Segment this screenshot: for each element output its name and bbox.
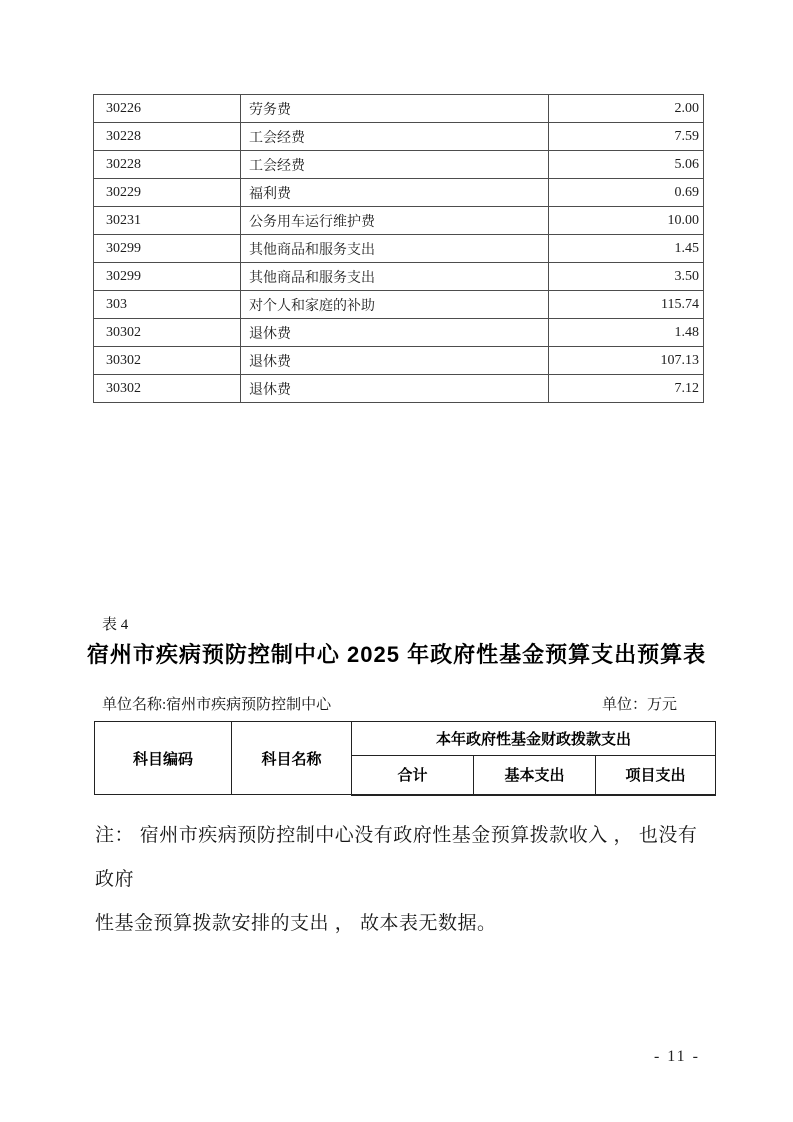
expense-detail-table — [93, 94, 704, 403]
note-line-1: 注： 宿州市疾病预防控制中心没有政府性基金预算拨款收入 ， 也没有政府 — [95, 825, 698, 890]
table-row — [94, 207, 704, 235]
subject-name: 工会经费 — [241, 151, 549, 179]
amount-value: 10.00 — [549, 207, 704, 235]
table-row — [94, 179, 704, 207]
table-row — [94, 151, 704, 179]
table-header-row — [95, 722, 716, 756]
header-total: 合计 — [352, 756, 474, 795]
amount-value: 0.69 — [549, 179, 704, 207]
subject-name: 工会经费 — [241, 123, 549, 151]
table-row — [94, 291, 704, 319]
table-row — [94, 95, 704, 123]
amount-value: 1.48 — [549, 319, 704, 347]
amount-value: 1.45 — [549, 235, 704, 263]
fund-budget-table — [94, 721, 716, 796]
header-basic-expense: 基本支出 — [474, 756, 596, 795]
table-row — [94, 375, 704, 403]
subject-code: 30302 — [94, 319, 241, 347]
header-subject-name: 科目名称 — [232, 722, 352, 795]
amount-value: 107.13 — [549, 347, 704, 375]
subject-name: 其他商品和服务支出 — [241, 235, 549, 263]
subject-code: 30302 — [94, 347, 241, 375]
table-number-label: 表 4 — [102, 617, 129, 633]
amount-value: 5.06 — [549, 151, 704, 179]
section-title: 宿州市疾病预防控制中心 2025 年政府性基金预算支出预算表 — [86, 642, 707, 667]
table-row — [94, 263, 704, 291]
amount-value: 115.74 — [549, 291, 704, 319]
header-project-expense: 项目支出 — [596, 756, 716, 795]
amount-value: 2.00 — [549, 95, 704, 123]
header-fund-expense-group: 本年政府性基金财政拨款支出 — [352, 722, 716, 756]
page-number: - 11 - — [653, 1048, 700, 1065]
subject-name: 退休费 — [241, 319, 549, 347]
subject-name: 公务用车运行维护费 — [241, 207, 549, 235]
subject-code: 30228 — [94, 123, 241, 151]
subject-name: 其他商品和服务支出 — [241, 263, 549, 291]
subject-name: 退休费 — [241, 375, 549, 403]
amount-value: 3.50 — [549, 263, 704, 291]
subject-name: 对个人和家庭的补助 — [241, 291, 549, 319]
subject-code: 303 — [94, 291, 241, 319]
table-row — [94, 235, 704, 263]
unit-name-label: 单位名称:宿州市疾病预防控制中心 — [102, 697, 332, 713]
amount-value: 7.59 — [549, 123, 704, 151]
subject-name: 福利费 — [241, 179, 549, 207]
subject-code: 30231 — [94, 207, 241, 235]
header-subject-code: 科目编码 — [95, 722, 232, 795]
subject-code: 30226 — [94, 95, 241, 123]
subject-name: 劳务费 — [241, 95, 549, 123]
table-row — [94, 347, 704, 375]
subject-name: 退休费 — [241, 347, 549, 375]
subject-code: 30229 — [94, 179, 241, 207]
table-row — [94, 319, 704, 347]
subject-code: 30302 — [94, 375, 241, 403]
currency-unit-label: 单位：万元 — [601, 697, 677, 713]
note-paragraph — [95, 814, 709, 946]
note-line-2: 性基金预算拨款安排的支出 ， 故本表无数据。 — [95, 913, 497, 934]
subject-code: 30299 — [94, 263, 241, 291]
amount-value: 7.12 — [549, 375, 704, 403]
table-row — [94, 123, 704, 151]
subject-code: 30228 — [94, 151, 241, 179]
subject-code: 30299 — [94, 235, 241, 263]
